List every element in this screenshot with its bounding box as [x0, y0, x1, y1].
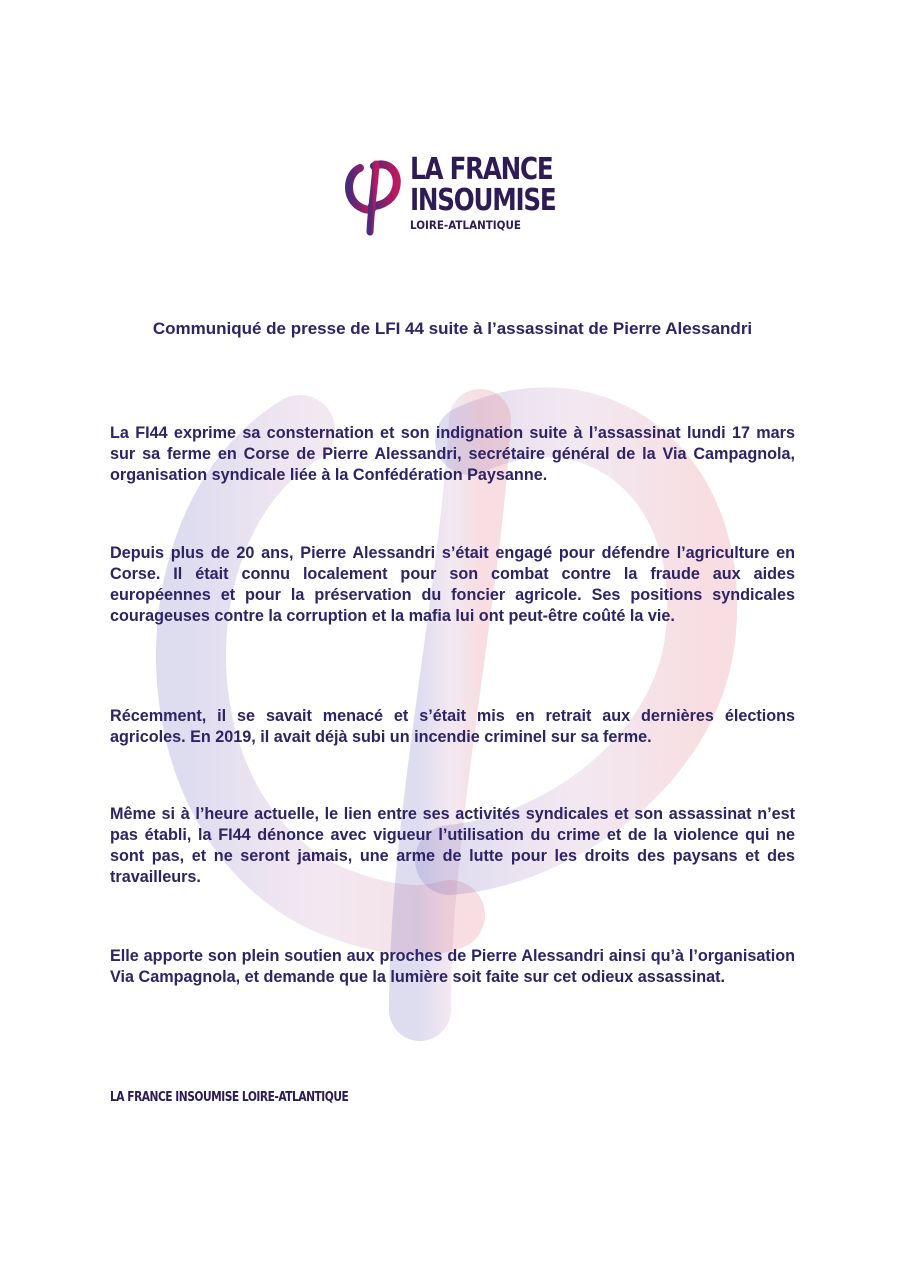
logo-subtitle: LOIRE-ATLANTIQUE	[410, 218, 521, 232]
logo-line1: LA FRANCE	[410, 152, 553, 187]
paragraph-5: Elle apporte son plein soutien aux proches de Pierre Alessandri ainsi qu’à l’organisation Via Campagnola, et demande que la lumière soit faite sur cet odieux assassinat.	[110, 947, 795, 986]
logo-line2: INSOUMISE	[410, 183, 556, 218]
logo-wordmark	[410, 154, 560, 232]
document-title: Communiqué de presse de LFI 44 suite à l’assassinat de Pierre Alessandri	[152, 319, 753, 338]
phi-icon	[340, 154, 404, 238]
paragraph-3: Récemment, il se savait menacé et s’était mis en retrait aux dernières élections agricoles. En 2019, il avait déjà subi un incendie criminel sur sa ferme.	[110, 707, 795, 746]
paragraph-4: Même si à l’heure actuelle, le lien entre ses activités syndicales et son assassinat n’est pas établi, la FI44 dénonce avec vigueur l’utilisation du crime et de la violence qui ne sont pas, et ne seront jamais, une arme de lutte pour les droits des paysans et des travailleurs.	[110, 805, 795, 886]
lfi-logo	[340, 152, 560, 242]
paragraph-1: La FI44 exprime sa consternation et son indignation suite à l’assassinat lundi 17 mars sur sa ferme en Corse de Pierre Alessandri, secrétaire général de la Via Campagnola, organisation syndicale liée à la Confédération Paysanne.	[110, 424, 795, 484]
footer-signature: LA FRANCE INSOUMISE LOIRE-ATLANTIQUE	[110, 1090, 349, 1105]
paragraph-2: Depuis plus de 20 ans, Pierre Alessandri s’était engagé pour défendre l’agriculture en Corse. Il était connu localement pour son combat contre la fraude aux aides européennes et pour la préservation du foncier agricole. Ses positions syndicales courageuses contre la corruption et la mafia lui ont peut-être coûté la vie.	[110, 544, 795, 625]
